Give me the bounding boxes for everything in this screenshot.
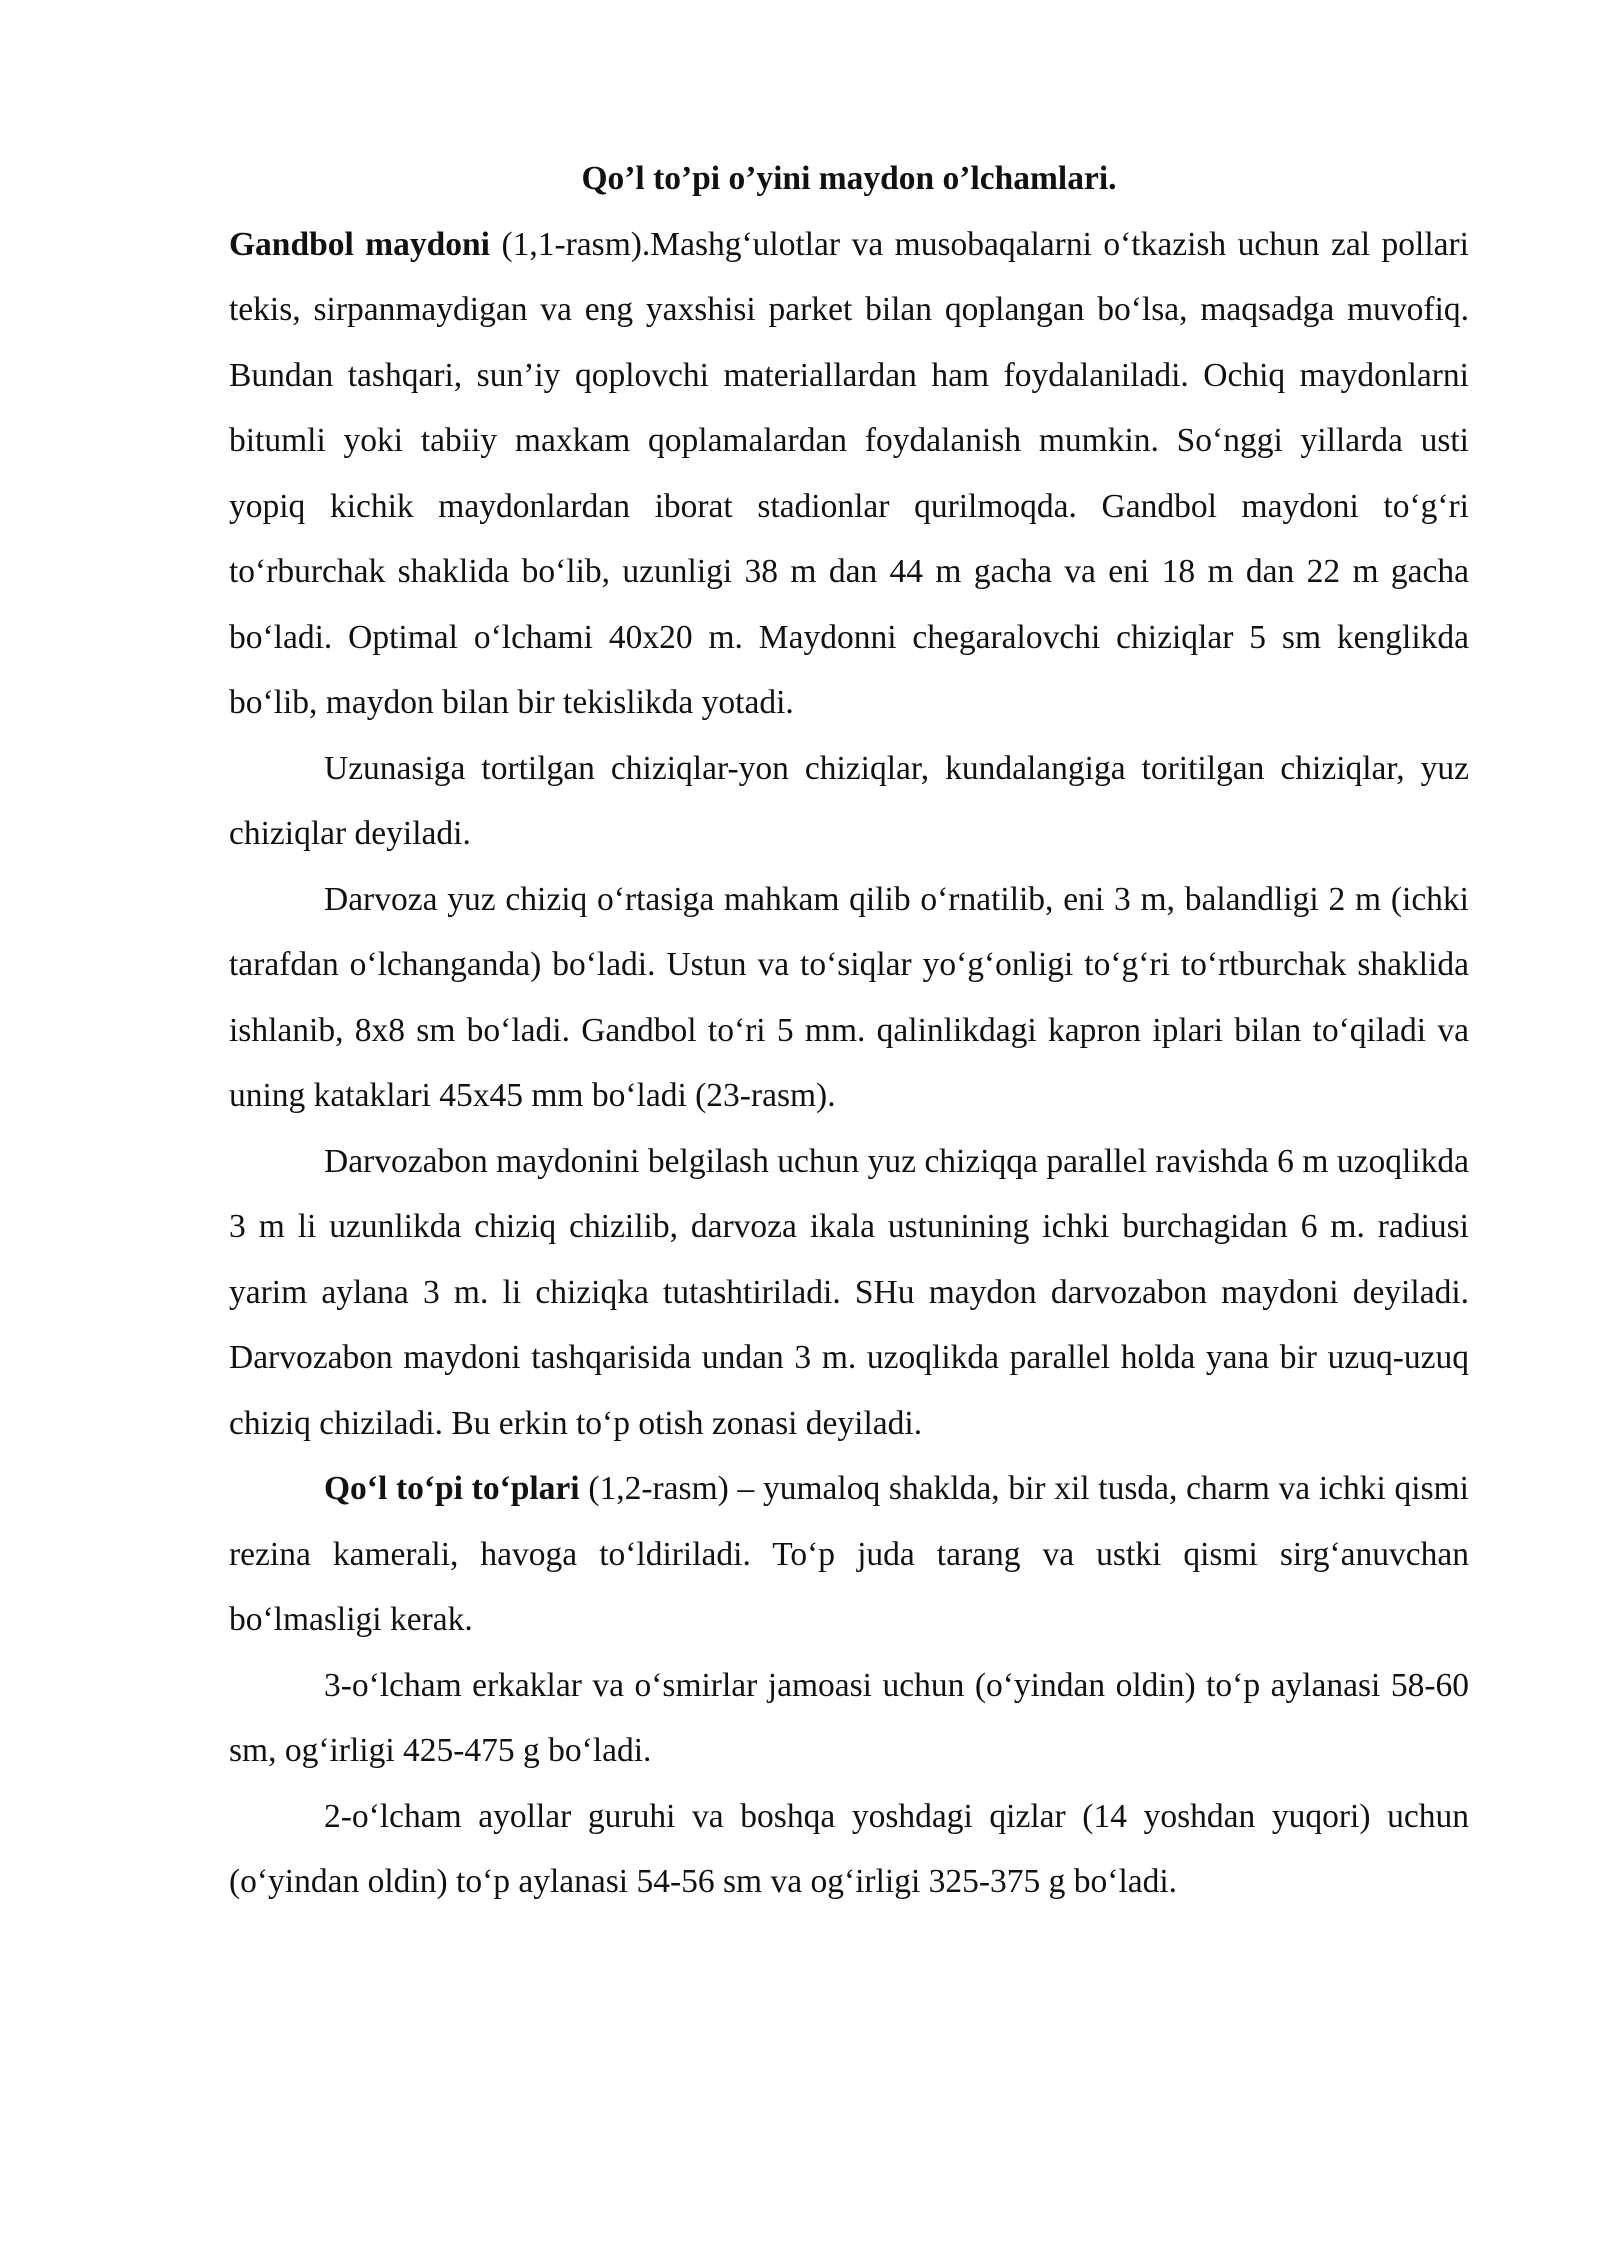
paragraph-text: Darvozabon maydonini belgilash uchun yuz chiziqqa parallel ravishda 6 m uzoqlikda 3 m li uzunlikda chiziq chizilib, darvoza ikala ustunining ichki burchagidan 6 m. radiusi yarim aylana 3 m. li chiziqka tutashtiriladi. SHu maydon darvozabon maydoni deyiladi. Darvozabon maydoni tashqarisida undan 3 m. uzoqlikda parallel holda yana bir uzuq-uzuq chiziq chiziladi. Bu erkin to‘p otish zonasi deyiladi. [229,1142,1469,1442]
paragraph-darvoza [229,867,1469,1129]
paragraph-text: (1,2-rasm) – yumaloq shakldа, bir xil tusda, charm va ichki qismi rezina kamerali, havoga to‘ldiriladi. To‘p juda tarang va ustki qismi sirg‘anuvchan bo‘lmasligi kerak. [229,1470,1469,1638]
paragraph-lead: Qo‘l to‘pi to‘plari [324,1470,580,1507]
paragraph-text: Darvoza yuz chiziq o‘rtasiga mahkam qilib o‘rnatilib, eni 3 m, balandligi 2 m (ichki tarafdan o‘lchanganda) bo‘ladi. Ustun va to‘siqlar yo‘g‘onligi to‘g‘ri to‘rtburchak shaklida ishlanib, 8x8 sm bo‘ladi. Gandbol to‘ri 5 mm. qalinlikdagi kapron iplari bilan to‘qiladi va uning kataklari 45x45 mm bo‘ladi (23-rasm). [229,880,1469,1114]
document-page [229,146,1469,1915]
paragraph-2-olcham [229,1784,1469,1915]
paragraph-darvozabon-maydoni [229,1129,1469,1457]
paragraph-chiziqlar [229,736,1469,867]
paragraph-text: 3-o‘lcham erkaklar va o‘smirlar jamoasi uchun (o‘yindan oldin) to‘p aylanasi 58-60 sm, og‘irligi 425-475 g bo‘ladi. [229,1666,1469,1769]
paragraph-text: (1,1-rasm).Mashg‘ulotlar va musobaqalarni o‘tkazish uchun zal pollari tekis, sirpanmaydigan va eng yaxshisi parket bilan qoplangan bo‘lsa, maqsadga muvofiq. Bundan tashqari, sun’iy qoplovchi materiallardan ham foydalaniladi. Ochiq maydonlarni bitumli yoki tabiiy maxkam qoplamalardan foydalanish mumkin. So‘nggi yillarda usti yopiq kichik maydonlardan iborat stadionlar qurilmoqda. Gandbol maydoni to‘g‘ri to‘rburchak shaklida bo‘lib, uzunligi 38 m dan 44 m gacha va eni 18 m dan 22 m gacha bo‘ladi. Optimal o‘lchami 40x20 m. Maydonni chegaralovchi chiziqlar 5 sm kenglikda bo‘lib, maydon bilan bir tekislikda yotadi. [229,225,1469,721]
document-title: Qo’l to’pi o’yini maydon o’lchamlari. [581,160,1117,197]
paragraph-3-olcham [229,1653,1469,1784]
paragraph-lead: Gandbol maydoni [229,225,490,263]
paragraph-qol-topi-toplari [229,1456,1469,1653]
paragraph-gandbol-maydoni [229,212,1469,736]
paragraph-text: 2-o‘lcham ayollar guruhi va boshqa yoshdagi qizlar (14 yoshdan yuqori) uchun (o‘yindan oldin) to‘p aylanasi 54-56 sm va og‘irligi 325-375 g bo‘ladi. [229,1797,1469,1900]
paragraph-text: Uzunasiga tortilgan chiziqlar-yon chiziqlar, kundalangiga toritilgan chiziqlar, yuz chiziqlar deyiladi. [229,749,1469,852]
